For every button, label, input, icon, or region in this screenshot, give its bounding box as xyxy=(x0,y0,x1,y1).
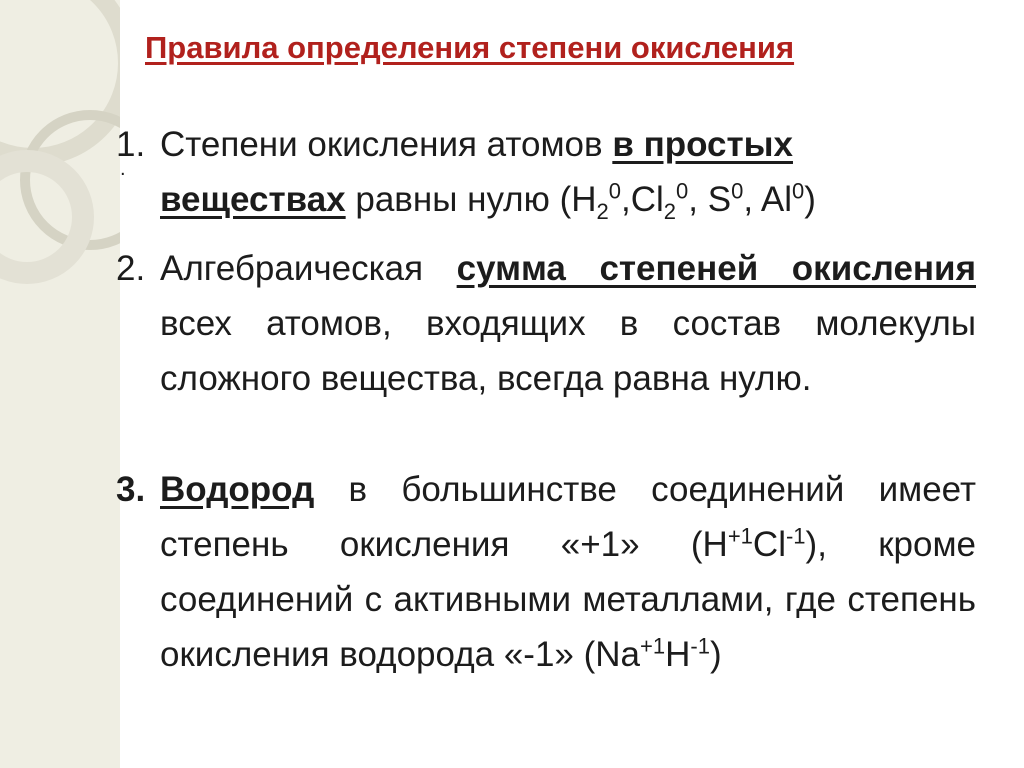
rule-text: Степени окисления атомов в простых веществах равны нулю ($H_2^0,Cl_2^0$, $S^0$, Al$^0$) xyxy=(160,125,816,224)
rule-item-3 xyxy=(116,462,976,682)
rule-number: 1. xyxy=(116,125,146,164)
emphasis: в простых веществах xyxy=(160,125,793,219)
rule-item-1 xyxy=(116,117,976,227)
rule-item-2 xyxy=(116,241,976,406)
decorative-sidebar xyxy=(0,0,120,768)
rule-text: Алгебраическая сумма степеней окисления всех атомов, входящих в состав молекулы сложного вещества, всегда равна нулю. xyxy=(160,249,976,398)
rule-text: Водород в большинстве соединений имеет степень окисления «+1» $(H^{+1}Cl^{-1})$, кроме соединений с активными металлами, где степень окисления водорода «-1» $(Na^{+1}H^{-1})$ xyxy=(160,470,977,674)
rule-number: 2. xyxy=(116,249,146,288)
rule-number: 3. xyxy=(116,470,146,509)
emphasis: сумма степеней окисления xyxy=(456,249,976,288)
slide-title: Правила определения степени окисления xyxy=(145,30,795,65)
emphasis: Водород xyxy=(160,470,315,509)
stray-mark: . xyxy=(120,158,126,180)
